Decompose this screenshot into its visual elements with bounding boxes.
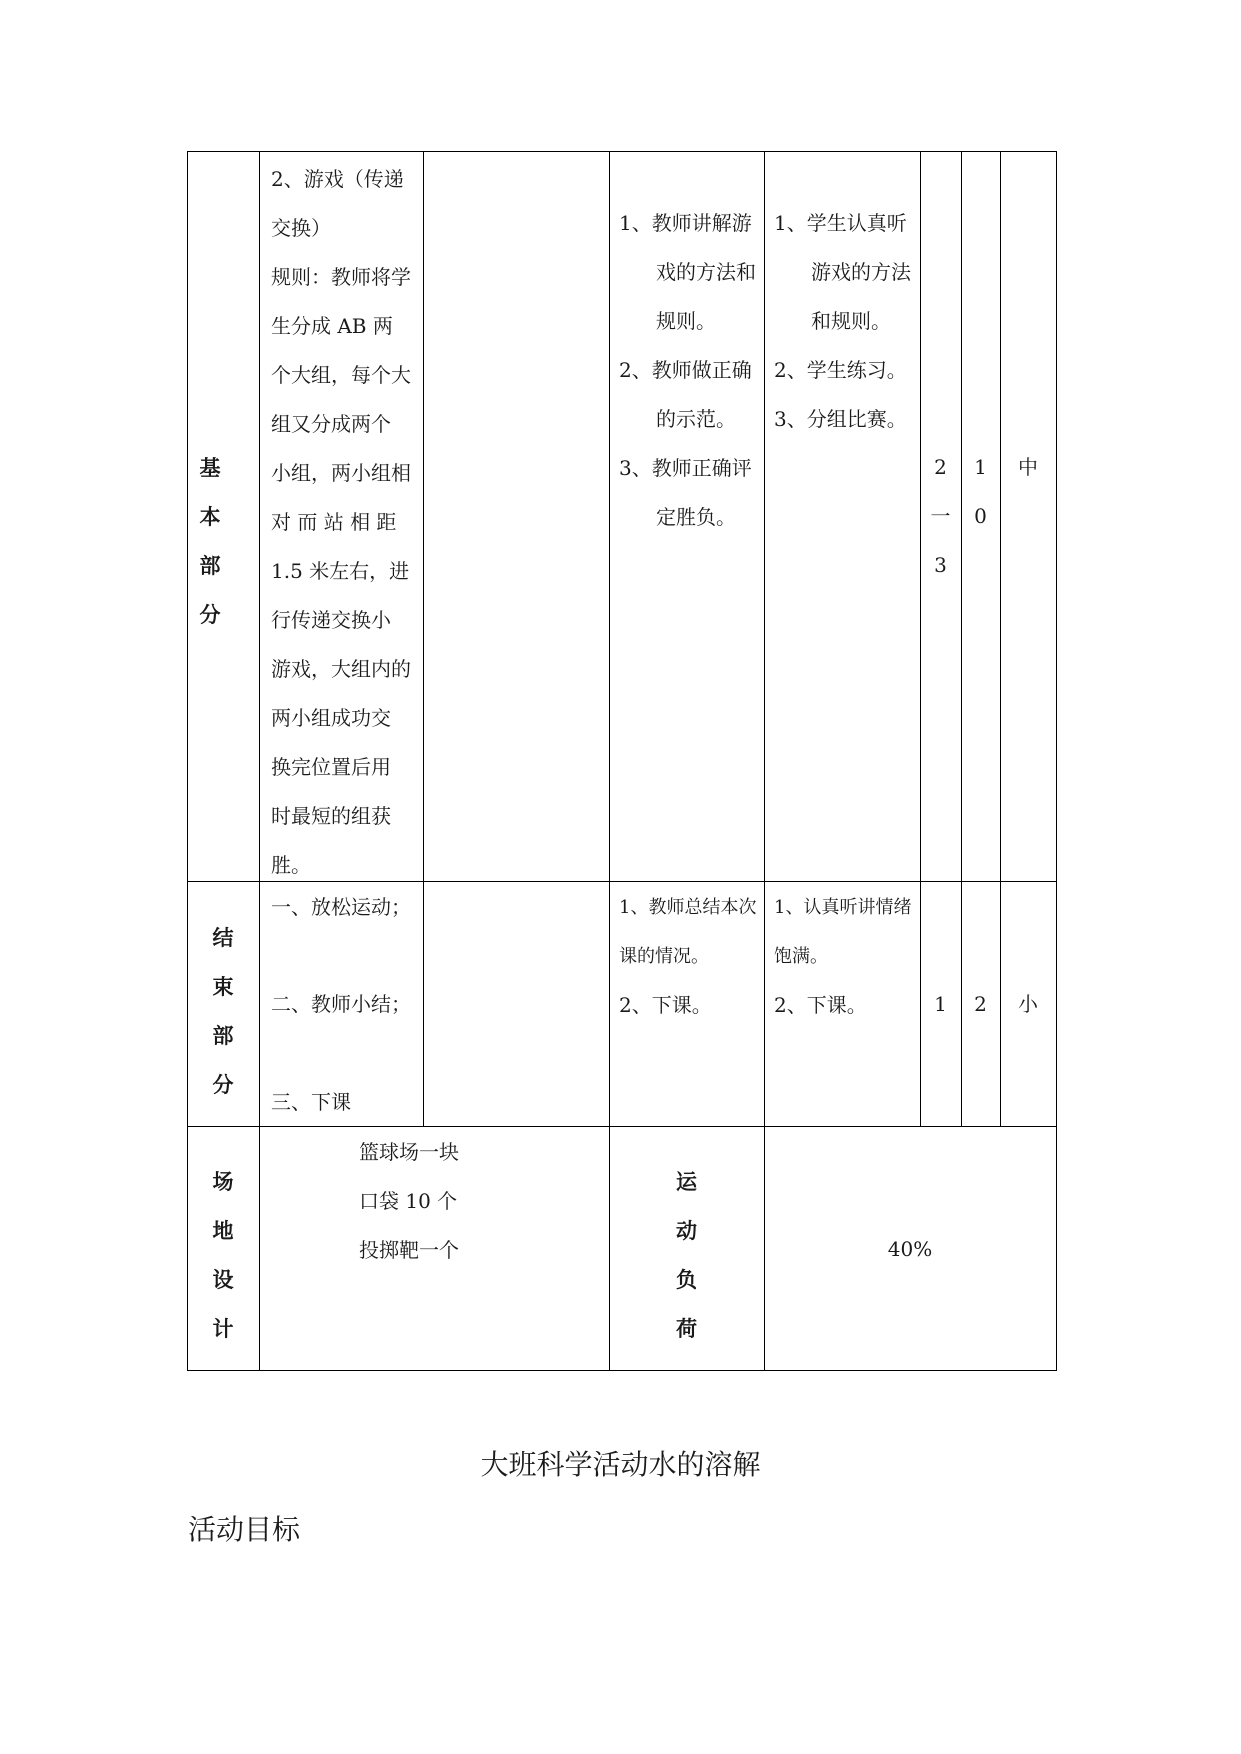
content-line: 二、教师小结； [271, 992, 411, 1016]
label-char: 本 [199, 504, 221, 529]
count-value: 1 [934, 992, 947, 1016]
venue-line: 投掷靶一个 [359, 1238, 459, 1262]
time-value: 2 [974, 992, 987, 1016]
table-border-bottom [187, 1370, 1057, 1371]
content-line: 对 而 站 相 距 [271, 510, 397, 534]
label-char: 计 [212, 1316, 234, 1341]
basic-time [961, 443, 1000, 541]
time-char: 0 [974, 504, 987, 528]
lesson-plan-table [187, 151, 1057, 1371]
label-char: 分 [199, 602, 221, 627]
end-count [920, 980, 961, 1029]
student-line: 2、下课。 [774, 993, 867, 1017]
student-line: 3、分组比赛。 [774, 407, 907, 431]
time-char: 1 [974, 455, 987, 479]
label-char: 运 [676, 1169, 697, 1194]
content-line: 三、下课 [271, 1090, 351, 1114]
table-border-top [187, 151, 1057, 152]
content-line: 规则：教师将学 [271, 265, 411, 289]
end-content [271, 883, 416, 932]
student-line: 饱满。 [774, 946, 828, 967]
section-label-end [187, 913, 259, 1109]
end-teacher-activity [619, 883, 761, 1030]
content-line: 行传递交换小 [271, 608, 391, 632]
count-char: 3 [934, 553, 947, 577]
content-line: 组又分成两个 [271, 412, 391, 436]
student-line: 2、学生练习。 [774, 358, 907, 382]
label-char: 部 [199, 553, 221, 578]
column-divider [259, 151, 260, 1371]
teacher-line: 课的情况。 [619, 946, 709, 967]
end-content [271, 1078, 416, 1127]
label-char: 束 [212, 974, 234, 999]
venue-line: 篮球场一块 [359, 1140, 459, 1164]
content-line: 换完位置后用 [271, 755, 391, 779]
teacher-line: 1、教师讲解游戏的方法和规则。 [619, 211, 756, 333]
student-line: 1、认真听讲情绪 [774, 897, 912, 918]
section-heading: 活动目标 [188, 1513, 301, 1546]
basic-count [920, 443, 961, 590]
section-label-load [609, 1157, 764, 1353]
label-char: 部 [212, 1023, 234, 1048]
load-value: 40% [887, 1237, 933, 1261]
section-label-basic [187, 443, 233, 639]
venue-content [359, 1128, 599, 1275]
section-label-venue [187, 1157, 259, 1353]
basic-content [271, 155, 416, 890]
end-time [961, 980, 1000, 1029]
intensity-value: 小 [1018, 992, 1038, 1016]
venue-line: 口袋 10 个 [359, 1189, 458, 1213]
content-line: 胜。 [271, 853, 311, 877]
end-intensity [1000, 980, 1056, 1029]
content-line: 1.5 米左右，进 [271, 559, 410, 583]
label-char: 设 [212, 1267, 234, 1292]
basic-student-activity [774, 199, 916, 444]
count-char: 一 [930, 504, 951, 528]
content-line: 个大组，每个大 [271, 363, 411, 387]
column-divider [764, 151, 765, 1371]
label-char: 负 [676, 1267, 697, 1292]
label-char: 结 [212, 925, 234, 950]
label-char: 荷 [676, 1316, 697, 1341]
content-line: 两小组成功交 [271, 706, 391, 730]
content-line: 交换） [271, 216, 331, 240]
content-line: 生分成 AB 两 [271, 314, 393, 338]
content-line: 小组，两小组相 [271, 461, 411, 485]
teacher-line: 3、教师正确评定胜负。 [619, 456, 752, 529]
teacher-line: 2、下课。 [619, 993, 712, 1017]
label-char: 地 [212, 1218, 234, 1243]
end-content [271, 980, 416, 1029]
content-line: 游戏，大组内的 [271, 657, 411, 681]
table-border-right [1056, 151, 1057, 1371]
teacher-line: 1、教师总结本次 [619, 897, 757, 918]
intensity-value: 中 [1018, 455, 1038, 479]
count-char: 2 [934, 455, 947, 479]
label-char: 场 [212, 1169, 234, 1194]
teacher-line: 2、教师做正确的示范。 [619, 358, 752, 431]
basic-teacher-activity [619, 199, 759, 542]
content-line: 一、放松运动； [271, 895, 411, 919]
label-char: 分 [212, 1072, 234, 1097]
column-divider [423, 151, 424, 1126]
content-line: 时最短的组获 [271, 804, 391, 828]
student-line: 1、学生认真听游戏的方法和规则。 [774, 211, 911, 333]
document-title: 大班科学活动水的溶解 [480, 1448, 761, 1481]
basic-intensity [1000, 443, 1056, 492]
end-student-activity [774, 883, 918, 1030]
content-line: 2、游戏（传递 [271, 167, 404, 191]
label-char: 动 [676, 1218, 697, 1243]
label-char: 基 [199, 455, 221, 480]
